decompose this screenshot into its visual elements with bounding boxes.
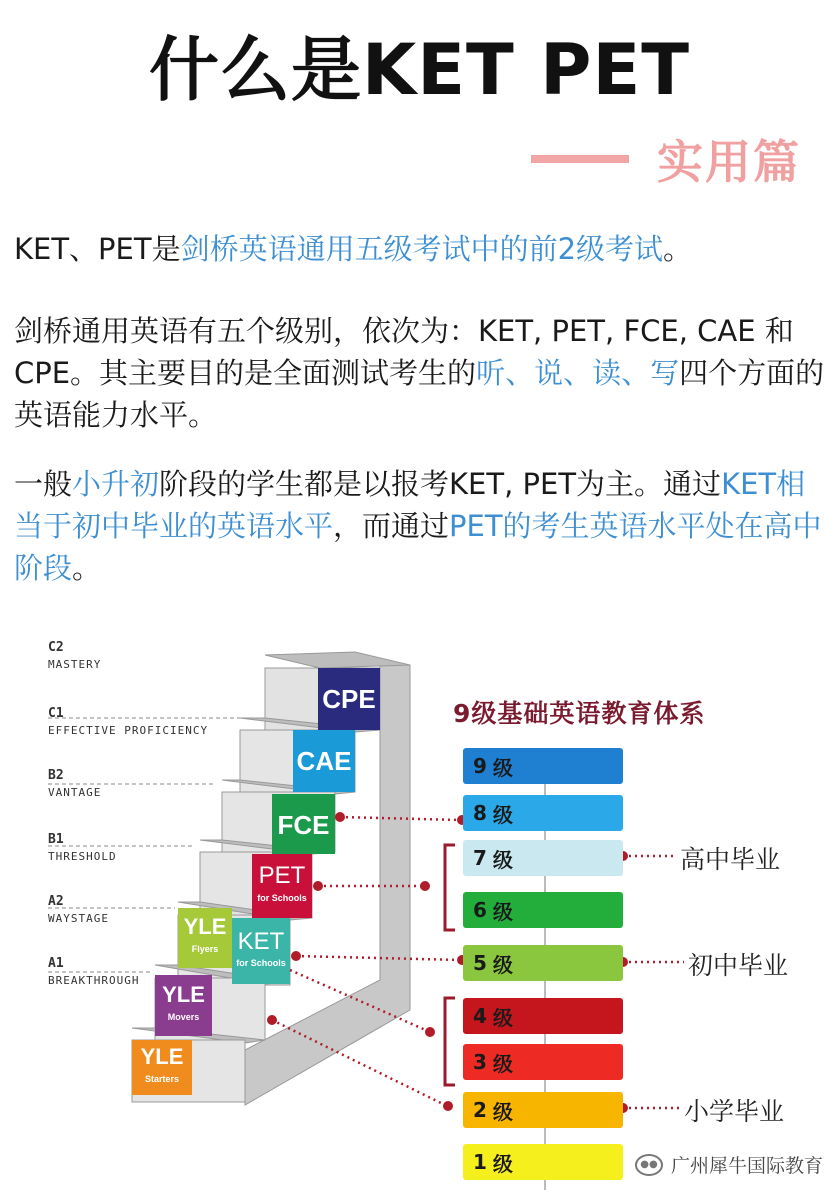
step-yle-starters-sub: Starters (144, 1074, 180, 1084)
level-number: 4 (473, 1004, 487, 1028)
step-cpe: CPE (322, 684, 376, 714)
wechat-icon: ●● (635, 1154, 663, 1176)
level-3 (463, 1044, 623, 1080)
level-unit: 级 (492, 1099, 513, 1124)
milestone-middle-school: 初中毕业 (688, 951, 789, 980)
step-ket: KET (237, 928, 285, 955)
level-number: 2 (473, 1098, 487, 1122)
p2-highlight: 听、说、读、写 (476, 356, 680, 390)
p3-text-a: 一般 (14, 467, 73, 501)
level-number: 6 (473, 898, 487, 922)
cefr-name: THRESHOLD (48, 850, 117, 863)
level-number: 1 (473, 1150, 487, 1174)
level-1 (463, 1144, 623, 1180)
step-ket-sub: for Schools (236, 958, 286, 968)
p3-highlight-1: 小升初 (72, 467, 160, 501)
level-unit: 级 (492, 952, 513, 977)
level-number: 7 (473, 846, 487, 870)
page-title: 什么是KET PET (148, 29, 691, 111)
step-yle-movers-sub: Movers (167, 1012, 200, 1022)
level-2 (463, 1092, 623, 1128)
cefr-name: MASTERY (48, 658, 102, 671)
p3-text-e: ，而通过 (333, 509, 450, 543)
p1-text-c: 。 (663, 232, 693, 266)
level-5 (463, 945, 623, 981)
p3-highlight-2: KET相当于初中毕业的英语水平 (14, 467, 806, 543)
cefr-code: B1 (48, 832, 64, 847)
level-number: 5 (473, 951, 487, 975)
p2-text-a: 剑桥通用英语有五个级别，依次为：KET, PET, FCE, CAE 和CPE。其主要目的是全面测试考生的 (14, 314, 794, 390)
subtitle-group (531, 126, 801, 192)
p1-text-a: KET、PET是 (14, 232, 181, 266)
cefr-name: BREAKTHROUGH (48, 974, 140, 987)
p3-text-c: 阶段的学生都是以报考KET, PET为主。通过 (159, 467, 722, 501)
cefr-name: VANTAGE (48, 786, 102, 799)
step-yle-flyers-sub: Flyers (191, 944, 219, 954)
watermark (635, 1151, 823, 1178)
level-7 (463, 840, 623, 876)
levels-title: 9级基础英语教育体系 (453, 699, 706, 728)
paragraph-2 (14, 310, 826, 436)
cefr-code: A2 (48, 894, 64, 909)
level-number: 3 (473, 1050, 487, 1074)
paragraph-3 (14, 463, 826, 589)
p2-text-c: 四个方面的英语能力水平。 (14, 356, 825, 432)
step-pet-sub: for Schools (257, 893, 307, 903)
milestone-primary-school: 小学毕业 (684, 1097, 785, 1126)
level-unit: 级 (492, 802, 513, 827)
level-8 (463, 795, 623, 831)
p1-highlight: 剑桥英语通用五级考试中的前2级考试 (180, 232, 664, 266)
step-yle-flyers: YLE (183, 914, 227, 939)
level-unit: 级 (492, 899, 513, 924)
subtitle-dash (531, 155, 629, 163)
step-cae: CAE (296, 746, 352, 776)
cefr-name: WAYSTAGE (48, 912, 109, 925)
cefr-code: B2 (48, 768, 64, 783)
subtitle: 实用篇 (657, 135, 801, 189)
level-4 (463, 998, 623, 1034)
cefr-code: A1 (48, 956, 64, 971)
level-unit: 级 (492, 1151, 513, 1176)
cefr-name: EFFECTIVE PROFICIENCY (48, 724, 209, 737)
step-yle-starters: YLE (140, 1044, 184, 1069)
step-pet: PET (258, 862, 306, 889)
cefr-code: C1 (48, 706, 64, 721)
level-unit: 级 (492, 1051, 513, 1076)
level-brackets (445, 845, 455, 1085)
milestone-high-school: 高中毕业 (680, 845, 781, 874)
level-number: 9 (473, 754, 487, 778)
p3-highlight-3: PET的考生英语水平处在高中阶段 (14, 509, 822, 585)
level-6 (463, 892, 623, 928)
watermark-text: 广州犀牛国际教育 (670, 1155, 823, 1177)
step-yle-movers: YLE (162, 982, 205, 1007)
level-9 (463, 748, 623, 784)
paragraph-1 (14, 228, 826, 270)
step-fce: FCE (277, 810, 330, 840)
level-unit: 级 (492, 755, 513, 780)
level-unit: 级 (492, 847, 513, 872)
p3-text-g: 。 (72, 551, 102, 585)
level-number: 8 (473, 801, 487, 825)
level-unit: 级 (492, 1005, 513, 1030)
cefr-code: C2 (48, 640, 64, 655)
